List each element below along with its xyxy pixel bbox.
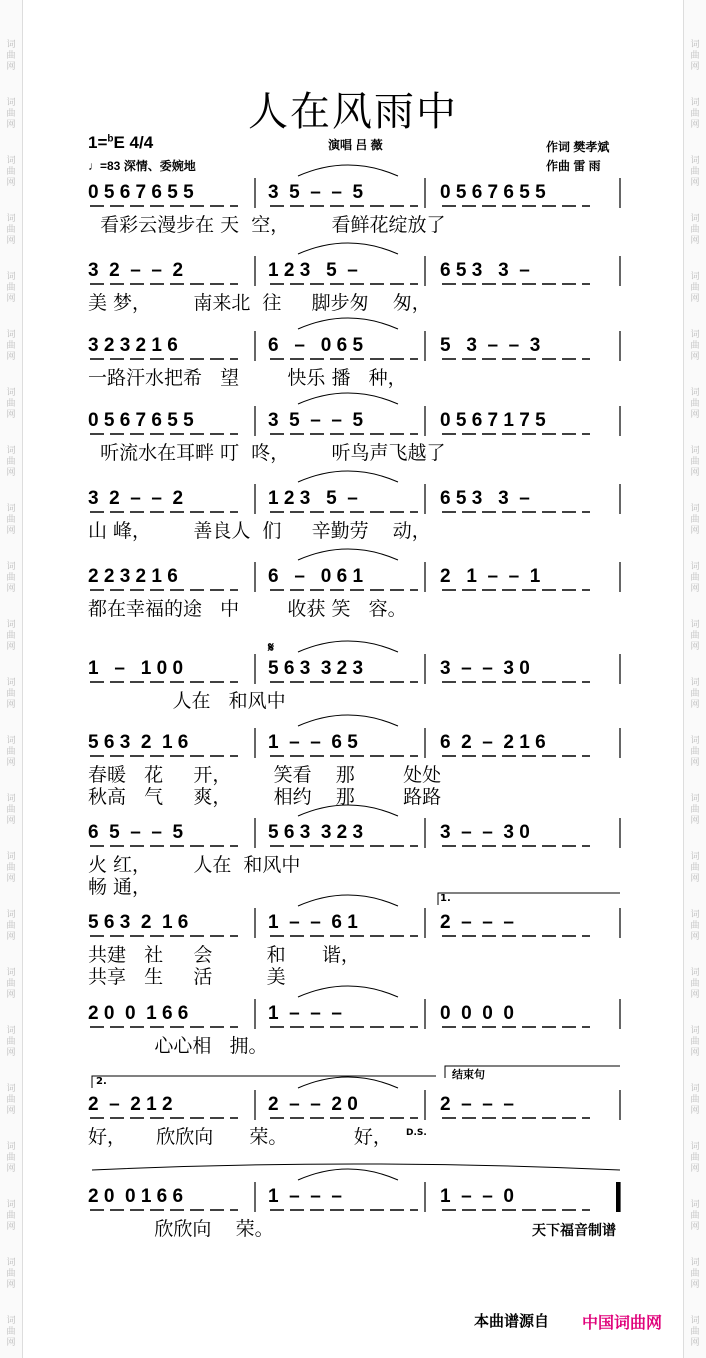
measure-notes: 1 2 3 5 – <box>268 260 358 281</box>
measure-notes: 5 6 3 2 1 6 <box>88 912 189 933</box>
measure-notes: 2 – – – <box>440 1094 514 1115</box>
watermark-text: 词 曲 网 <box>690 852 700 884</box>
measure-notes: 3 5 – – 5 <box>268 410 364 431</box>
measure-notes: 2 2 3 2 1 6 <box>88 566 178 587</box>
watermark-text: 词 曲 网 <box>6 1200 16 1232</box>
measure-notes: 2 – 2 1 2 <box>88 1094 173 1115</box>
measure-notes: 5 6 3 3 2 3 <box>268 822 364 843</box>
watermark-text: 词 曲 网 <box>6 1142 16 1174</box>
singer-credit: 演唱 吕 薇 <box>328 138 383 152</box>
segno-sign: 𝄋 <box>268 640 275 656</box>
watermark-text: 词 曲 网 <box>690 794 700 826</box>
measure-notes: 5 6 3 2 1 6 <box>88 732 189 753</box>
measure-notes: 2 1 – – 1 <box>440 566 541 587</box>
watermark-text: 词 曲 网 <box>6 736 16 768</box>
measure-notes: 6 – 0 6 5 <box>268 335 364 356</box>
watermark-text: 词 曲 网 <box>6 562 16 594</box>
watermark-text: 词 曲 网 <box>6 156 16 188</box>
watermark-text: 词 曲 网 <box>690 678 700 710</box>
measure-notes: 5 3 – – 3 <box>440 335 541 356</box>
watermark-text: 词 曲 网 <box>6 40 16 72</box>
watermark-text: 词 曲 网 <box>6 620 16 652</box>
measure-notes: 0 5 6 7 6 5 5 <box>440 182 546 203</box>
measure-notes: 3 – – 3 0 <box>440 658 530 679</box>
lyric-line: 火 红， 人在 和风中 <box>88 854 301 876</box>
lyric-line: 春暖 花 开， 笑看 那 处处 <box>88 764 442 786</box>
measure-notes: 3 2 – – 2 <box>88 488 184 509</box>
slur-arc <box>298 986 398 997</box>
lyric-line: 山 峰， 善良人 们 辛勤劳 动， <box>88 520 431 542</box>
measure-notes: 5 6 3 3 2 3 <box>268 658 364 679</box>
slur-arc <box>298 895 398 906</box>
measure-notes: 1 – – – <box>268 1186 342 1207</box>
measure-notes: 1 – – – <box>268 1003 342 1024</box>
ending-phrase-label: 结束句 <box>452 1068 485 1081</box>
song-title: 人在风雨中 <box>248 89 458 135</box>
watermark-text: 词 曲 网 <box>690 504 700 536</box>
watermark-text: 词 曲 网 <box>690 98 700 130</box>
volta-bracket <box>92 1076 436 1088</box>
measure-notes: 6 2 – 2 1 6 <box>440 732 546 753</box>
watermark-text: 词 曲 网 <box>690 156 700 188</box>
watermark-text: 词 曲 网 <box>690 910 700 942</box>
measure-notes: 6 – 0 6 1 <box>268 566 364 587</box>
measure-notes: 0 5 6 7 6 5 5 <box>88 182 194 203</box>
watermark-text: 词 曲 网 <box>690 1316 700 1348</box>
watermark-text: 词 曲 网 <box>6 504 16 536</box>
slur-arc <box>298 393 398 404</box>
watermark-text: 词 曲 网 <box>690 214 700 246</box>
engraver-credit: 天下福音制谱 <box>532 1223 616 1239</box>
volta-first-ending: 1. <box>440 893 451 904</box>
lyric-line: 心心相 拥。 <box>88 1035 268 1057</box>
composer-credit: 作曲 雷 雨 <box>546 159 601 173</box>
slur-arc <box>298 641 398 652</box>
measure-notes: 1 – – 6 5 <box>268 732 358 753</box>
ds-marking: D.S. <box>406 1128 427 1138</box>
measure-notes: 1 – – 6 1 <box>268 912 358 933</box>
watermark-text: 词 曲 网 <box>690 272 700 304</box>
watermark-text: 词 曲 网 <box>6 1258 16 1290</box>
slur-arc <box>298 318 398 329</box>
measure-notes: 0 5 6 7 1 7 5 <box>440 410 546 431</box>
measure-notes: 3 – – 3 0 <box>440 822 530 843</box>
watermark-text: 词 曲 网 <box>690 330 700 362</box>
slur-arc <box>298 549 398 560</box>
watermark-text: 词 曲 网 <box>6 1316 16 1348</box>
slur-arc <box>298 1169 398 1180</box>
lyric-line: 畅 通， <box>88 876 152 898</box>
watermark-text: 词 曲 网 <box>6 214 16 246</box>
watermark-text: 词 曲 网 <box>690 1084 700 1116</box>
source-label: 本曲谱源自 <box>474 1312 550 1330</box>
measure-notes: 1 – 1 0 0 <box>88 658 184 679</box>
measure-notes: 6 5 3 3 – <box>440 488 530 509</box>
watermark-text: 词 曲 网 <box>690 1200 700 1232</box>
measure-notes: 2 – – 2 0 <box>268 1094 358 1115</box>
watermark-text: 词 曲 网 <box>6 1026 16 1058</box>
watermark-text: 词 曲 网 <box>690 40 700 72</box>
watermark-text: 词 曲 网 <box>690 562 700 594</box>
measure-notes: 1 2 3 5 – <box>268 488 358 509</box>
measure-notes: 6 5 – – 5 <box>88 822 184 843</box>
watermark-text: 词 曲 网 <box>6 678 16 710</box>
lyric-line: 一路汗水把希 望 快乐 播 种， <box>88 367 407 389</box>
lyric-line: 欣欣向 荣。 <box>88 1218 274 1240</box>
key-signature: 1=$^b$E 4/4 <box>88 133 154 152</box>
measure-notes: 6 5 3 3 – <box>440 260 530 281</box>
lyric-line: 美 梦， 南来北 往 脚步匆 匆， <box>88 292 431 314</box>
volta-second-ending: 2. <box>96 1076 107 1087</box>
watermark-text: 词 曲 网 <box>6 98 16 130</box>
source-site-name: 中国词曲网 <box>582 1313 663 1332</box>
lyric-line: 人在 和风中 <box>88 690 286 712</box>
watermark-text: 词 曲 网 <box>6 852 16 884</box>
lyric-line: 共享 生 活 美 <box>88 966 286 988</box>
watermark-text: 词 曲 网 <box>690 388 700 420</box>
tempo-marking: ♩=83 深情、委婉地 <box>88 159 196 173</box>
watermark-text: 词 曲 网 <box>690 446 700 478</box>
measure-notes: 3 2 3 2 1 6 <box>88 335 178 356</box>
watermark-text: 词 曲 网 <box>6 794 16 826</box>
measure-notes: 0 5 6 7 6 5 5 <box>88 410 194 431</box>
slur-arc <box>298 243 398 254</box>
watermark-text: 词 曲 网 <box>6 446 16 478</box>
measure-notes: 2 – – – <box>440 912 514 933</box>
lyric-line: 都在幸福的途 中 收获 笑 容。 <box>88 598 407 620</box>
slur-arc <box>298 471 398 482</box>
measure-notes: 0 0 0 0 <box>440 1003 514 1024</box>
watermark-text: 词 曲 网 <box>6 330 16 362</box>
volta-bracket <box>438 893 620 905</box>
measure-notes: 3 5 – – 5 <box>268 182 364 203</box>
lyric-line: 好， 欣欣向 荣。 好， <box>88 1126 392 1148</box>
slur-arc <box>298 715 398 726</box>
watermark-text: 词 曲 网 <box>690 620 700 652</box>
watermark-text: 词 曲 网 <box>6 1084 16 1116</box>
lyric-line: 听流水在耳畔 叮 咚， 听鸟声飞越了 <box>88 442 446 464</box>
lyric-line: 看彩云漫步在 天 空， 看鲜花绽放了 <box>88 214 446 236</box>
measure-notes: 1 – – 0 <box>440 1186 514 1207</box>
watermark-text: 词 曲 网 <box>690 1026 700 1058</box>
lyric-line: 秋高 气 爽， 相约 那 路路 <box>88 786 442 808</box>
measure-notes: 2 0 0 1 6 6 <box>88 1003 189 1024</box>
watermark-text: 词 曲 网 <box>690 1142 700 1174</box>
final-barline <box>616 1182 620 1212</box>
slur-arc <box>298 1077 398 1088</box>
slur-arc <box>298 165 398 176</box>
measure-notes: 2 0 0 1 6 6 <box>88 1186 184 1207</box>
watermark-text: 词 曲 网 <box>690 1258 700 1290</box>
watermark-text: 词 曲 网 <box>690 968 700 1000</box>
watermark-text: 词 曲 网 <box>6 910 16 942</box>
watermark-text: 词 曲 网 <box>6 968 16 1000</box>
measure-notes: 3 2 – – 2 <box>88 260 184 281</box>
lyricist-credit: 作词 樊孝斌 <box>546 140 610 154</box>
watermark-text: 词 曲 网 <box>6 272 16 304</box>
watermark-text: 词 曲 网 <box>6 388 16 420</box>
lyric-line: 共建 社 会 和 谐， <box>88 944 360 966</box>
watermark-text: 词 曲 网 <box>690 736 700 768</box>
